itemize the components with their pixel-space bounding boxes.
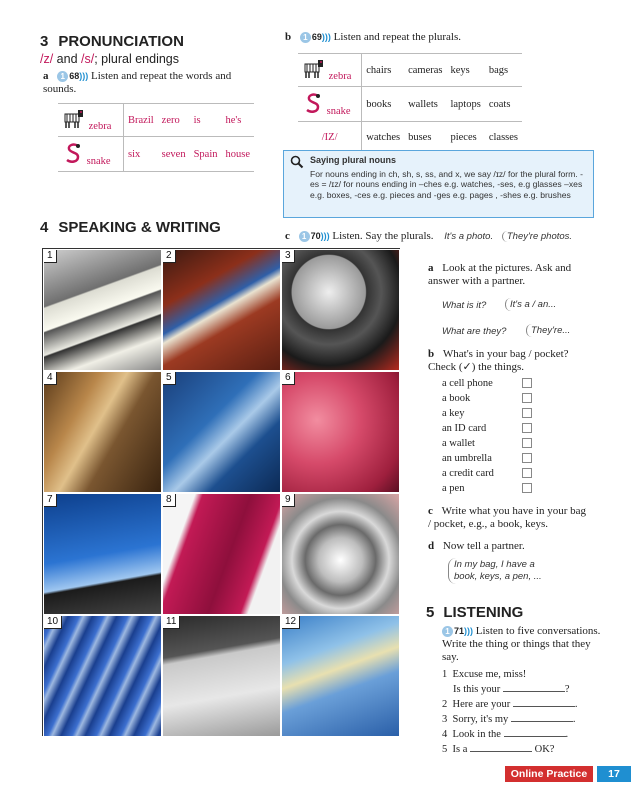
checkbox[interactable]: [522, 423, 532, 433]
listening-instructions: 1 71))) Listen to five conversations. Write the thing or things that they say.: [442, 625, 601, 663]
phoneme-s: /s/: [81, 52, 95, 66]
checkbox[interactable]: [522, 453, 532, 463]
snake-icon: [302, 106, 327, 117]
speech-bubble: In my bag, I have a book, keys, a pen, ...: [448, 558, 554, 584]
listening-list: [442, 668, 592, 757]
list-item: 5 Is a OK?: [442, 744, 555, 755]
speech-bubble: They're photos.: [502, 231, 572, 242]
list-item: 4 Look in the .: [442, 729, 569, 740]
answer-blank[interactable]: [511, 712, 573, 722]
list-item: a key: [442, 408, 532, 423]
answer-blank[interactable]: [513, 697, 575, 707]
speech-bubble: What is it?: [442, 300, 487, 311]
list-item: 2 Here are your .: [442, 699, 578, 710]
answer-blank[interactable]: [503, 682, 565, 692]
phoneme-z: /z/: [40, 52, 54, 66]
table-row: zebra chairs cameras keys bags: [298, 54, 522, 87]
listening-heading: 5 LISTENING: [426, 604, 524, 621]
snake-icon: [62, 156, 87, 167]
photo-id-card: 12: [281, 615, 400, 737]
exercise-4b: b What's in your bag / pocket? Check (✓) the things.: [428, 348, 569, 373]
photo-credit-card: 5: [162, 371, 281, 493]
checkbox[interactable]: [522, 393, 532, 403]
zebra-icon: [302, 71, 329, 82]
plurals-table: [298, 53, 522, 153]
list-item: 3 Sorry, it's my .: [442, 714, 576, 725]
magnifier-icon: [290, 155, 304, 172]
answer-blank[interactable]: [470, 742, 532, 752]
section-title: PRONUNCIATION: [58, 33, 184, 50]
photo-watch: 3: [281, 249, 400, 371]
photo-umbrella: 6: [281, 371, 400, 493]
speech-bubble: They're...: [526, 324, 574, 337]
speaking-heading: 4 SPEAKING & WRITING: [40, 219, 221, 236]
table-row: zebra Brazil zero is he's: [58, 104, 254, 137]
list-item: a book: [442, 393, 532, 408]
list-item: a cell phone: [442, 378, 532, 393]
speech-bubble: It's a photo.: [444, 231, 494, 242]
photo-books: 1: [43, 249, 162, 371]
list-item: an umbrella: [442, 453, 532, 468]
pronunciation-heading: [40, 33, 184, 51]
table-row: snake six seven Spain house: [58, 137, 254, 172]
audio-track-68[interactable]: 1 68))): [57, 70, 88, 83]
answer-blank[interactable]: [504, 727, 566, 737]
checklist: [442, 378, 532, 498]
checkbox[interactable]: [522, 483, 532, 493]
tip-box: [283, 150, 594, 218]
audio-track-70[interactable]: 1 70))): [299, 230, 330, 243]
photo-keys: 4: [43, 371, 162, 493]
photo-padlock: 9: [281, 493, 400, 615]
photo-wallet: 2: [162, 249, 281, 371]
photo-grid: [42, 248, 400, 736]
table-row: snake books wallets laptops coats: [298, 87, 522, 122]
list-item: an ID card: [442, 423, 532, 438]
list-item: Is this your ?: [453, 684, 570, 695]
list-item: a credit card: [442, 468, 532, 483]
sound-table-a: [58, 103, 254, 172]
list-item: a wallet: [442, 438, 532, 453]
zebra-icon: [62, 121, 89, 132]
checkbox[interactable]: [522, 378, 532, 388]
exercise-4c: c Write what you have in your bag / pocket, e.g., a book, keys.: [428, 505, 586, 530]
exercise-4d: d Now tell a partner.: [428, 540, 525, 552]
list-item: 1 Excuse me, miss!: [442, 669, 527, 680]
pronunciation-subtitle: /z/ and /s/; plural endings: [40, 52, 179, 66]
speech-bubble: What are they?: [442, 326, 507, 337]
checkbox[interactable]: [522, 408, 532, 418]
checkbox[interactable]: [522, 438, 532, 448]
audio-track-69[interactable]: 1 69))): [300, 31, 331, 44]
exercise-3b: b 1 69))) Listen and repeat the plurals.: [285, 31, 462, 43]
photo-laptop: 11: [162, 615, 281, 737]
section-number: 3: [40, 33, 49, 50]
table-row: /IZ/ watches buses pieces classes: [298, 122, 522, 153]
photo-pens: 10: [43, 615, 162, 737]
checkbox[interactable]: [522, 468, 532, 478]
photo-gloves: 8: [162, 493, 281, 615]
photo-cell-phone: 7: [43, 493, 162, 615]
exercise-3a: a 1 68))) Listen and repeat the words and sounds.: [43, 70, 232, 95]
tip-title: Saying plural nouns: [310, 155, 397, 165]
list-item: a pen: [442, 483, 532, 498]
page-number: 17: [597, 766, 631, 782]
exercise-4a: a Look at the pictures. Ask and answer with a partner.: [428, 262, 572, 287]
audio-track-71[interactable]: 1 71))): [442, 625, 473, 638]
tip-body: For nouns ending in ch, sh, s, ss, and x, we say /ɪz/ for the plural form. - es = /ɪz/ for nouns ending in –ches e.g. watches, -ses, e.g glasses –xes e.g. boxes, -ces e.g. pieces and -ges e.g. pages , -shes e.g. brushes: [310, 168, 583, 200]
speech-bubble: It's a / an...: [505, 298, 560, 311]
exercise-3c: c 1 70))) Listen. Say the plurals. It's a photo. They're photos.: [285, 230, 573, 242]
online-practice-button[interactable]: Online Practice: [505, 766, 593, 782]
